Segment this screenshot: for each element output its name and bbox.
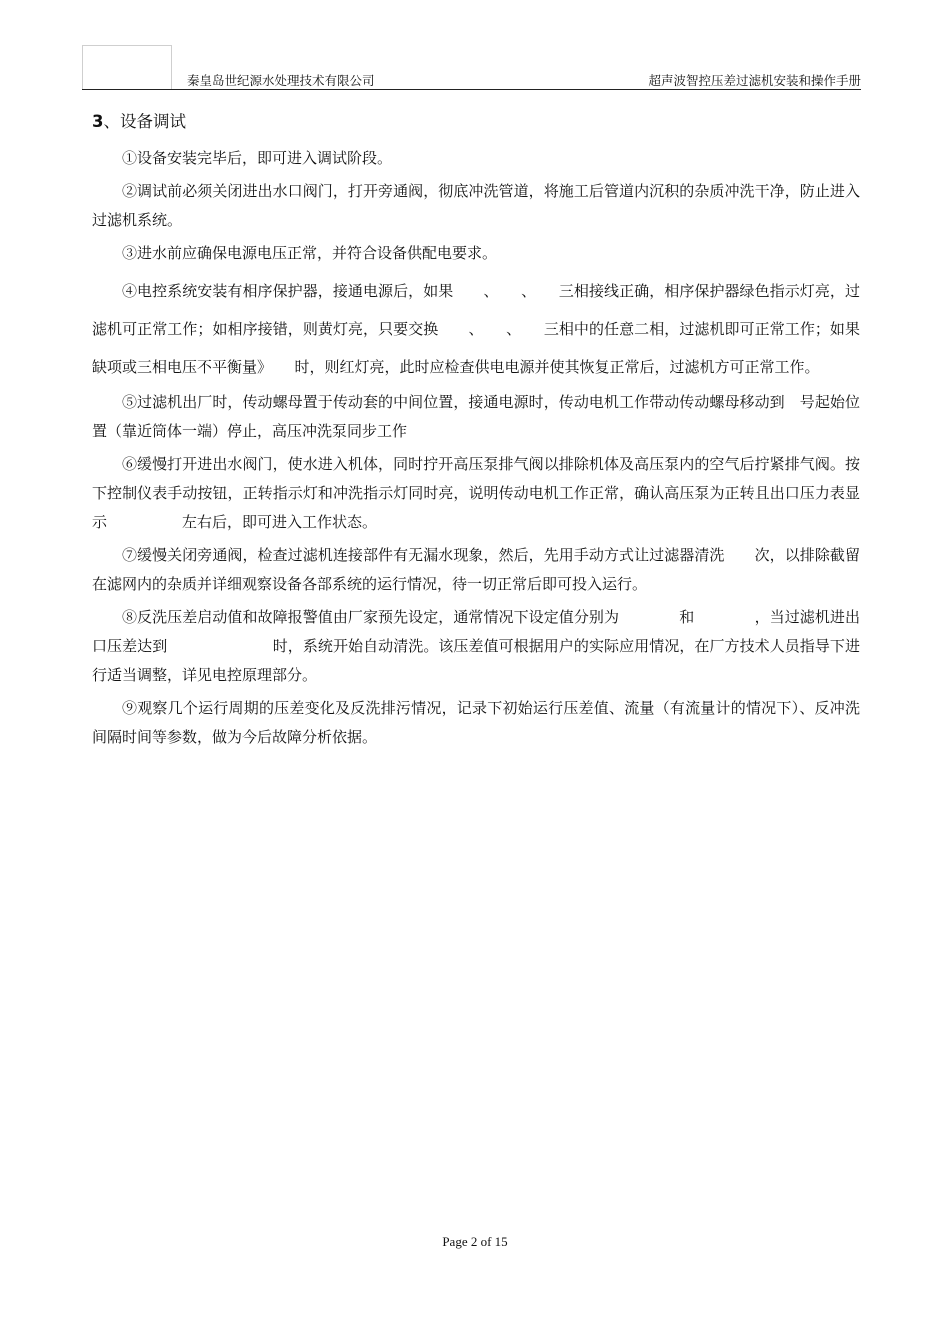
section-number: 3 [92,112,104,131]
paragraph-6: ⑥缓慢打开进出水阀门，使水进入机体，同时拧开高压泵排气阀以排除机体及高压泵内的空气后拧紧排气阀。按下控制仪表手动按钮，正转指示灯和冲洗指示灯同时亮，说明传动电机工作正常，确认高压泵为正转且出口压力表显示 左右后，即可进入工作状态。 [92,455,860,531]
page-content [92,110,860,756]
paragraph-3: ③进水前应确保电源电压正常，并符合设备供配电要求。 [122,244,498,262]
section-title: 、设备调试 [103,112,186,131]
header-logo-box [82,45,172,89]
paragraph-2: ②调试前必须关闭进出水口阀门，打开旁通阀，彻底冲洗管道，将施工后管道内沉积的杂质冲洗干净，防止进入过滤机系统。 [92,182,860,229]
paragraph-7: ⑦缓慢关闭旁通阀，检查过滤机连接部件有无漏水现象，然后，先用手动方式让过滤器清洗 次，以排除截留在滤网内的杂质并详细观察设备各部系统的运行情况，待一切正常后即可投入运行。 [92,546,860,593]
header-company: 秦皇岛世纪源水处理技术有限公司 [187,73,375,88]
paragraph-9: ⑨观察几个运行周期的压差变化及反洗排污情况，记录下初始运行压差值、流量（有流量计的情况下）、反冲洗间隔时间等参数，做为今后故障分析依据。 [92,699,860,746]
paragraph-4: ④电控系统安装有相序保护器，接通电源后，如果 、 、 三相接线正确，相序保护器绿色指示灯亮，过滤机可正常工作；如相序接错，则黄灯亮，只要交换 、 、 三相中的任意二相，过滤机即可正常工作；如果缺项或三相电压不平衡量》 时，则红灯亮，此时应检查供电电源并使其恢复正常后，过滤机方可正常工作。 [92,282,860,376]
paragraph-5: ⑤过滤机出厂时，传动螺母置于传动套的中间位置，接通电源时，传动电机工作带动传动螺母移动到 号起始位置（靠近筒体一端）停止，高压冲洗泵同步工作 [92,393,860,440]
page-header [175,72,861,90]
section-heading [92,110,860,134]
page-number: Page 2 of 15 [442,1234,508,1249]
header-rule [82,89,861,90]
paragraph-8: ⑧反洗压差启动值和故障报警值由厂家预先设定，通常情况下设定值分别为 和 ，当过滤机进出口压差达到 时，系统开始自动清洗。该压差值可根据用户的实际应用情况，在厂方技术人员指导下进行适当调整，详见电控原理部分。 [92,608,860,684]
header-manual-title: 超声波智控压差过滤机安装和操作手册 [648,73,861,88]
paragraph-1: ①设备安装完毕后，即可进入调试阶段。 [122,149,393,167]
